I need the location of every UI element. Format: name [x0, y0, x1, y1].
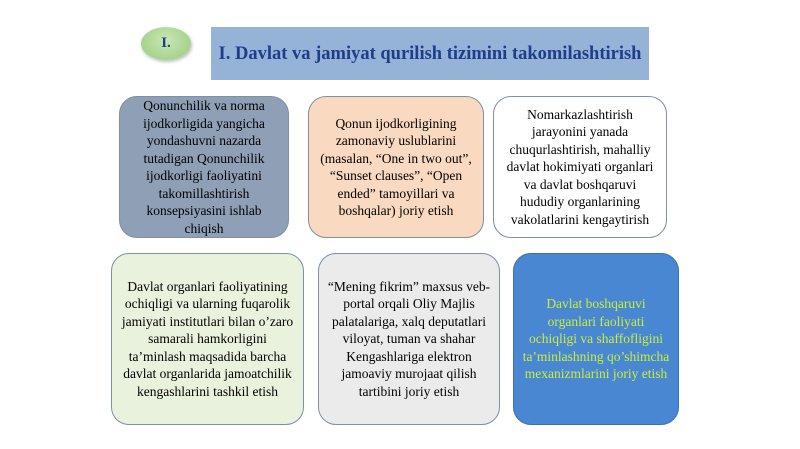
diagram-box-mening-fikrim-portal: “Mening fikrim” maxsus veb-portal orqali Oliy Majlis palatalariga, xalq deputatlari viloyat, tuman va shahar Kengashlariga elektron jamoaviy murojaat qilish tartibini joriy etish [318, 253, 500, 425]
diagram-box-decentralization: Nomarkazlashtirish jarayonini yanada chuqurlashtirish, mahalliy davlat hokimiyati organlari va davlat boshqaruvi hududiy organlarining vakolatlarini kengaytirish [493, 96, 667, 238]
slide-title: I. Davlat va jamiyat qurilish tizimini takomilashtirish [211, 27, 649, 80]
diagram-box-transparency-mechanisms: Davlat boshqaruvi organlari faoliyati ochiqligi va shaffofligini ta’minlashning qo’shimcha mexanizmlarini joriy etish [513, 253, 679, 425]
diagram-box-public-councils: Davlat organlari faoliyatining ochiqligi va ularning fuqarolik jamiyati institutlari bilan o’zaro samarali hamkorligini ta’minlash maqsadida barcha davlat organlarida jamoatchilik kengashlarini tashkil etish [111, 253, 304, 425]
diagram-box-modern-methods: Qonun ijodkorligining zamonaviy uslublarini (masalan, “One in two out”, “Sunset clauses”, “Open ended” tamoyillari va boshqalar) joriy etish [308, 96, 484, 238]
section-number-badge: I. [141, 27, 191, 60]
diagram-box-legislative-concept: Qonunchilik va norma ijodkorligida yangicha yondashuvni nazarda tutadigan Qonunchilik ijodkorligi faoliyatini takomillashtirish konsepsiyasini ishlab chiqish [119, 96, 289, 238]
